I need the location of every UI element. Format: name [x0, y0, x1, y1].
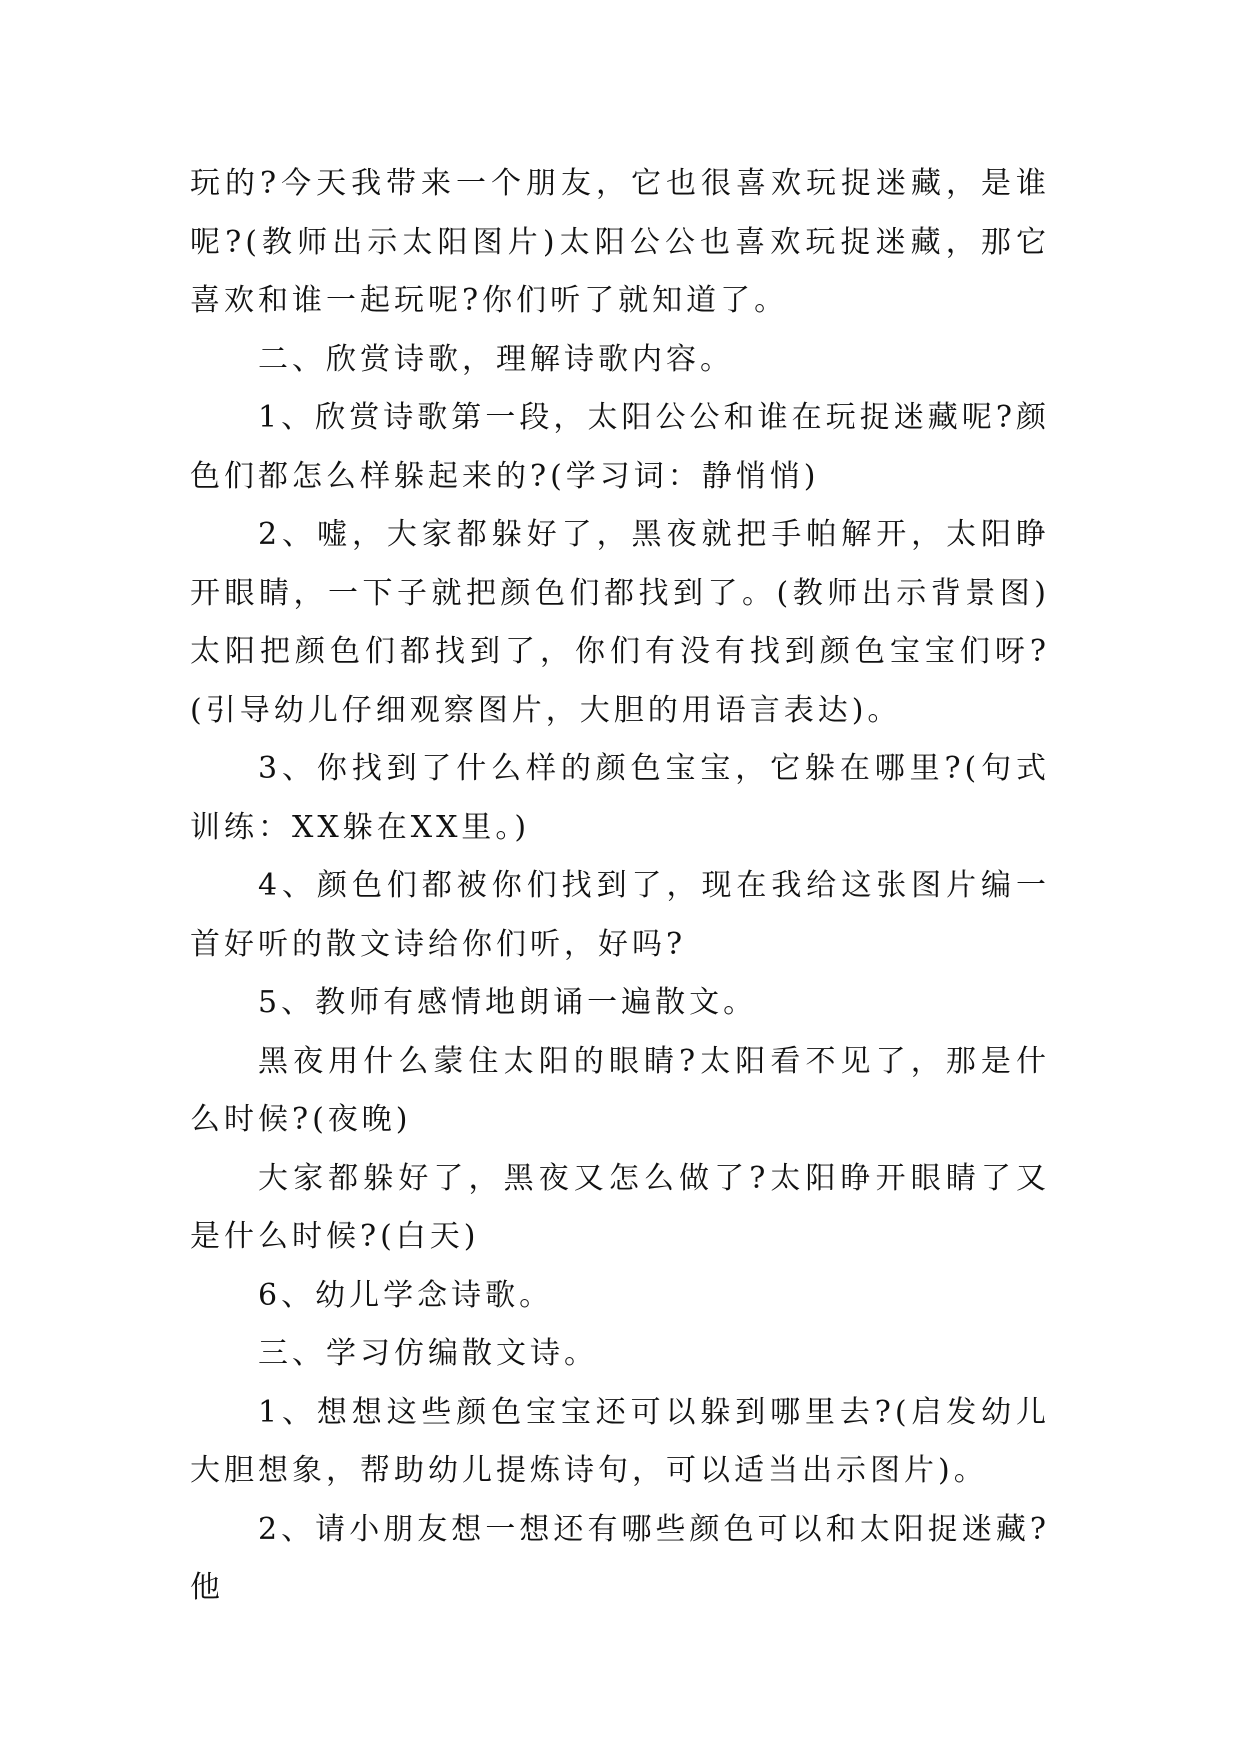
paragraph-question-day: 大家都躲好了，黑夜又怎么做了?太阳睁开眼睛了又是什么时候?(白天): [190, 1160, 1050, 1254]
section-heading-2: 二、欣赏诗歌，理解诗歌内容。: [258, 341, 734, 377]
paragraph-step-6: 6、幼儿学念诗歌。: [258, 1277, 554, 1313]
paragraph-imitate-2: 2、请小朋友想一想还有哪些颜色可以和太阳捉迷藏?他: [190, 1511, 1050, 1605]
document-page: [190, 155, 1050, 1618]
paragraph-imitate-1: 1、想想这些颜色宝宝还可以躲到哪里去?(启发幼儿大胆想象，帮助幼儿提炼诗句，可以适当出示图片)。: [190, 1394, 1050, 1488]
paragraph-continuation: 玩的?今天我带来一个朋友，它也很喜欢玩捉迷藏，是谁呢?(教师出示太阳图片)太阳公公也喜欢玩捉迷藏，那它喜欢和谁一起玩呢?你们听了就知道了。: [190, 166, 1050, 318]
section-heading-3: 三、学习仿编散文诗。: [258, 1336, 598, 1371]
paragraph-question-night: 黑夜用什么蒙住太阳的眼睛?太阳看不见了，那是什么时候?(夜晚): [190, 1043, 1050, 1137]
paragraph-step-1: 1、欣赏诗歌第一段，太阳公公和谁在玩捉迷藏呢?颜色们都怎么样躲起来的?(学习词：静悄悄): [190, 400, 1050, 494]
paragraph-step-2: 2、嘘，大家都躲好了，黑夜就把手帕解开，太阳睁开眼睛，一下子就把颜色们都找到了。(教师出示背景图)太阳把颜色们都找到了，你们有没有找到颜色宝宝们呀?(引导幼儿仔细观察图片，大胆的用语言表达)。: [190, 517, 1050, 728]
paragraph-step-3: 3、你找到了什么样的颜色宝宝，它躲在哪里?(句式训练：XX躲在XX里。): [190, 751, 1050, 845]
paragraph-step-5: 5、教师有感情地朗诵一遍散文。: [258, 985, 758, 1020]
paragraph-step-4: 4、颜色们都被你们找到了，现在我给这张图片编一首好听的散文诗给你们听，好吗?: [190, 868, 1050, 962]
